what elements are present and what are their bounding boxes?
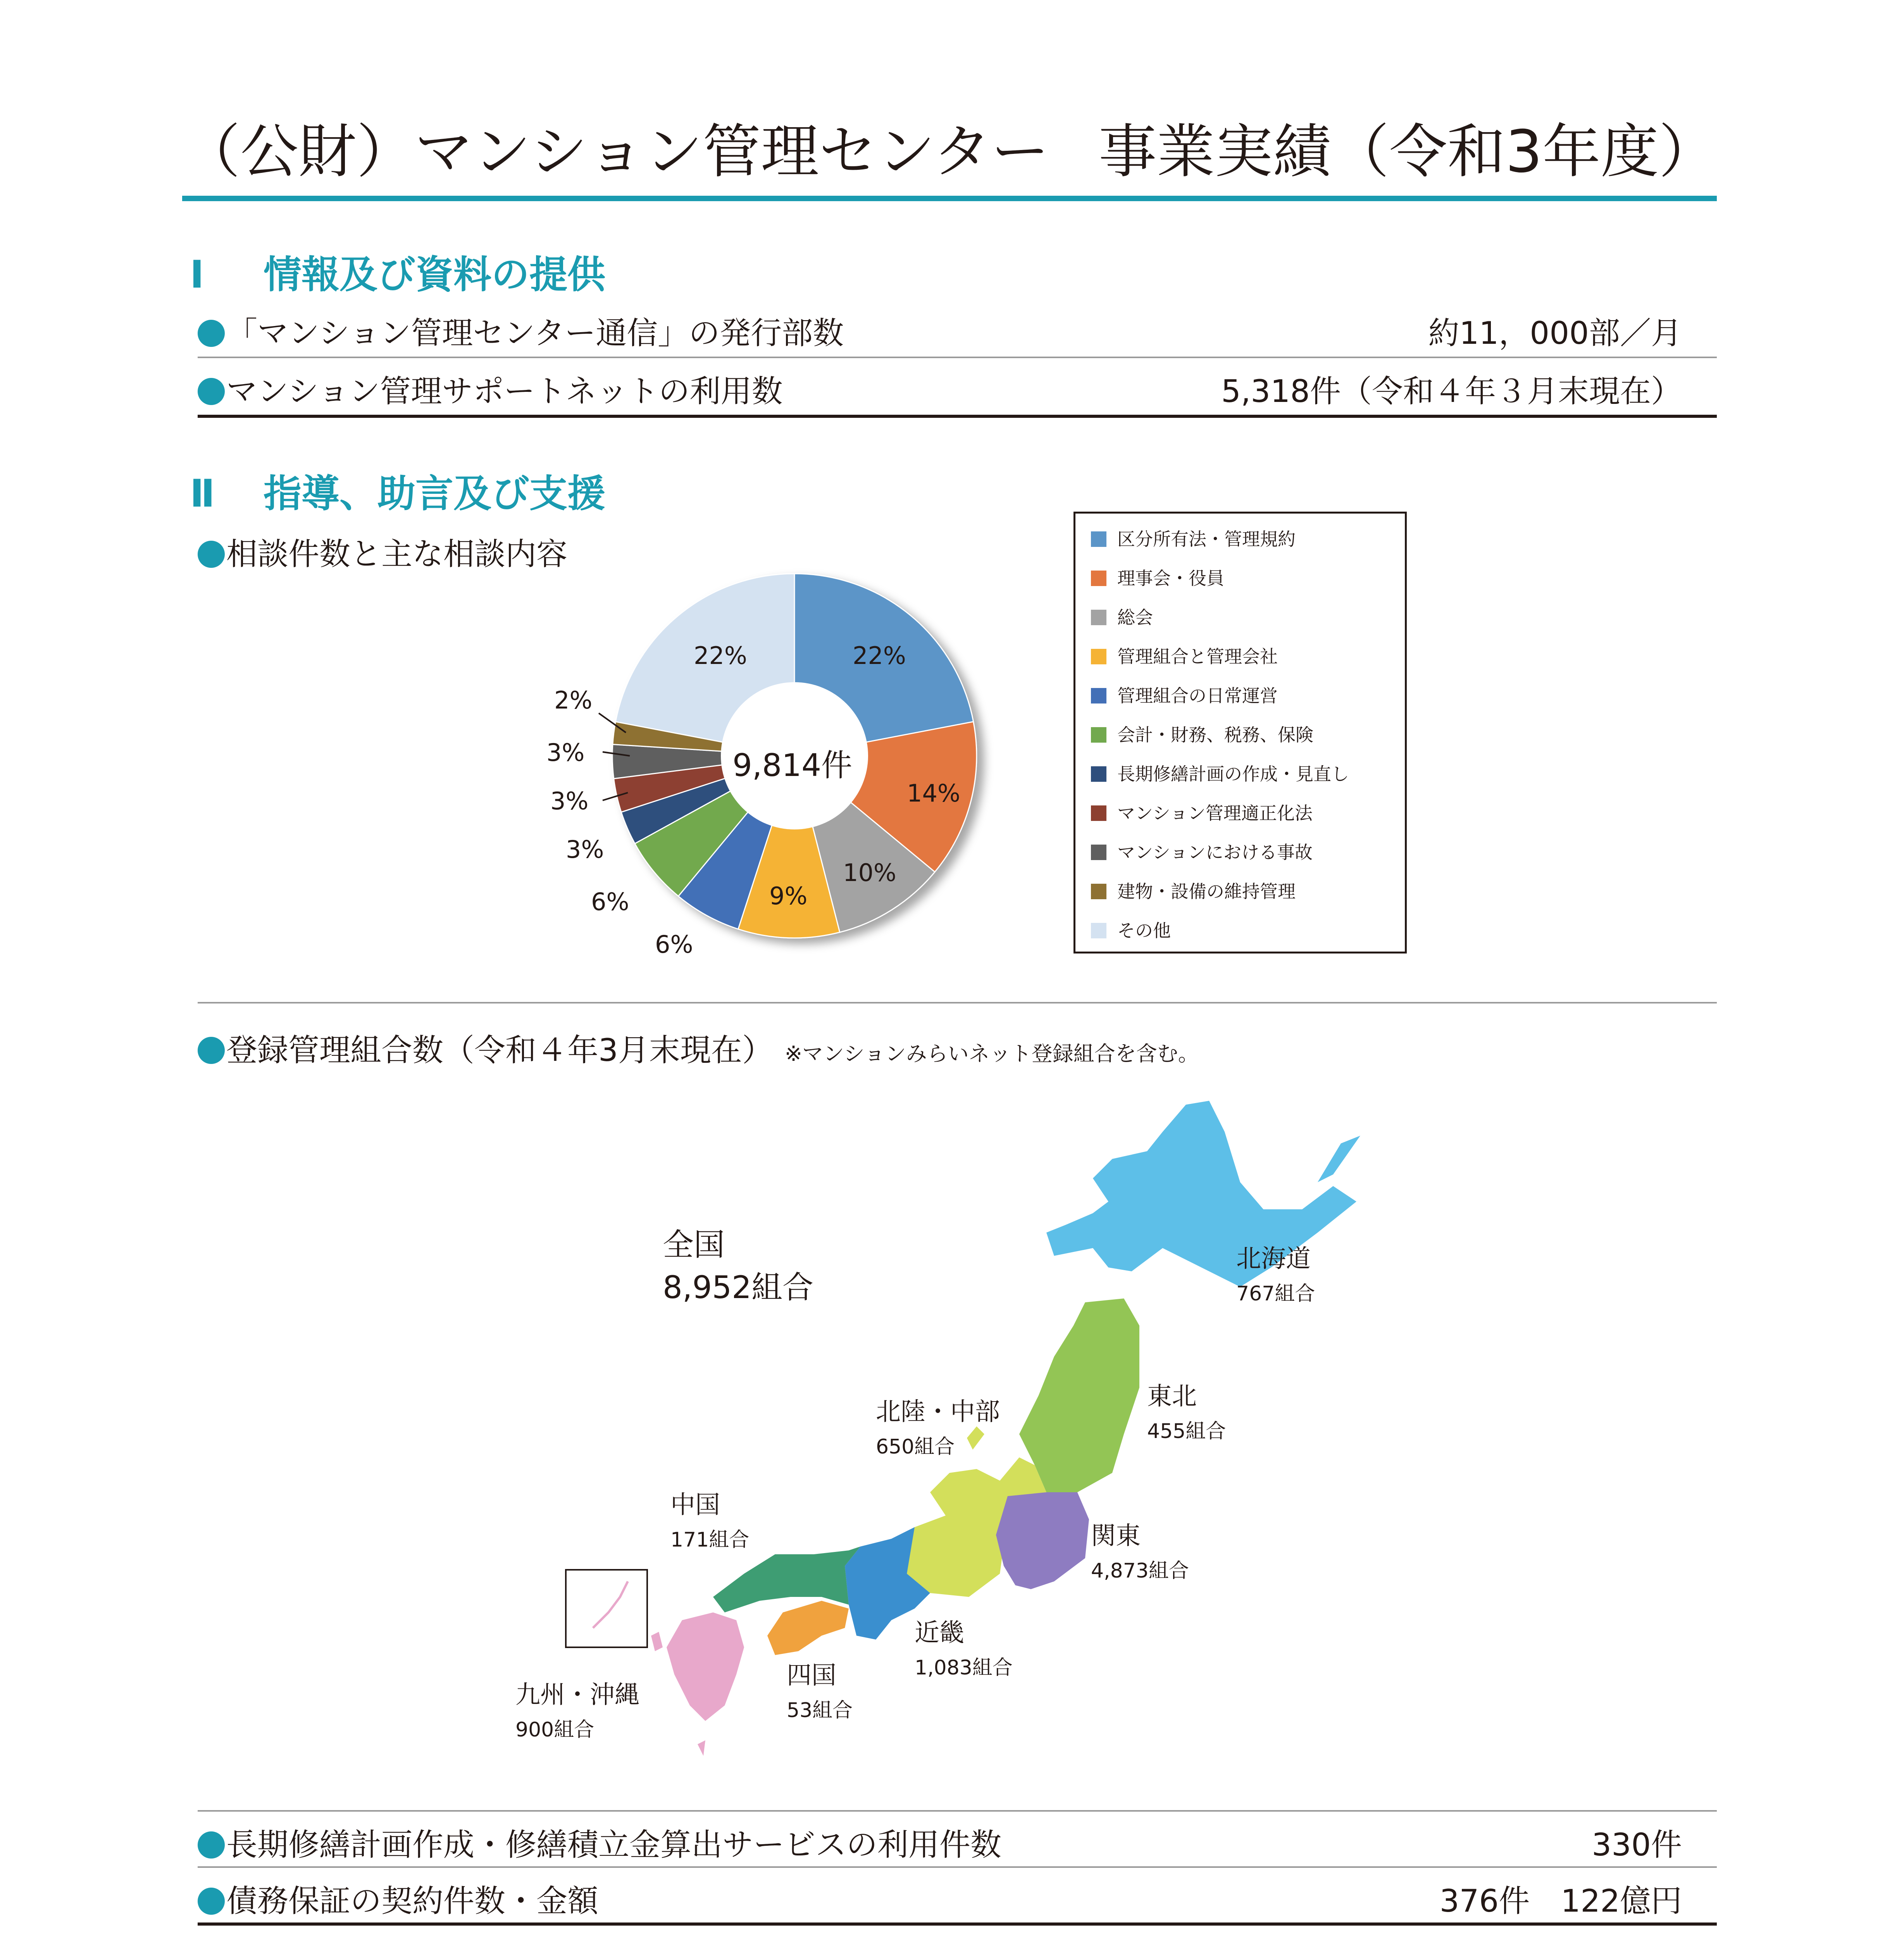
- registered-note: ※マンションみらいネット登録組合を含む。: [784, 1041, 1199, 1066]
- pie-label-9: 2%: [554, 686, 593, 714]
- pie-label-0: 22%: [853, 641, 906, 670]
- region-count-hokuriku-chubu: 650組合: [876, 1435, 955, 1459]
- legend-label: 管理組合の日常運営: [1117, 685, 1278, 706]
- bullet-icon: [198, 320, 225, 347]
- legend-label: 会計・財務、税務、保険: [1117, 724, 1313, 745]
- pie-label-8: 3%: [546, 738, 585, 767]
- pie-center-label: 9,814件: [732, 747, 853, 783]
- legend-swatch: [1091, 805, 1106, 821]
- kyushu-okinawa-region: [667, 1612, 744, 1721]
- pie-leader-lines: [581, 698, 736, 814]
- bullet-icon: [198, 378, 225, 405]
- legend-item: [1091, 564, 1224, 590]
- legend-swatch: [1091, 923, 1106, 938]
- divider: [198, 1866, 1717, 1868]
- page-title: 事業実績（令和3年度）: [1098, 118, 1717, 186]
- section-2-heading: [190, 463, 605, 518]
- legend-label: その他: [1117, 920, 1171, 941]
- region-label-chugoku: 中国: [670, 1491, 720, 1519]
- section-number: Ⅱ: [190, 472, 215, 516]
- legend-swatch: [1091, 649, 1106, 664]
- region-count-kanto: 4,873組合: [1091, 1559, 1189, 1583]
- map-total-value: 8,952組合: [663, 1269, 814, 1305]
- chugoku-region: [713, 1547, 860, 1612]
- region-count-tohoku: 455組合: [1147, 1420, 1226, 1443]
- region-label-hokuriku-chubu: 北陸・中部: [876, 1398, 1000, 1426]
- okinawa-inset: [566, 1570, 647, 1647]
- item-label: 相談件数と主な相談内容: [226, 536, 567, 572]
- divider: [198, 1922, 1717, 1926]
- legend-label: 管理組合と管理会社: [1117, 646, 1278, 667]
- item-value: 約11，000部／月: [1428, 315, 1682, 351]
- chart-legend: [1073, 512, 1407, 953]
- legend-label: マンション管理適正化法: [1117, 803, 1313, 824]
- page-header: [182, 105, 1717, 202]
- legend-item: [1091, 878, 1296, 903]
- item-value: 5,318件（令和４年３月末現在）: [1221, 373, 1682, 409]
- legend-label: 総会: [1117, 607, 1153, 628]
- region-count-kinki: 1,083組合: [915, 1656, 1013, 1679]
- legend-label: 建物・設備の維持管理: [1117, 881, 1296, 902]
- region-label-tohoku: 東北: [1147, 1382, 1197, 1411]
- item-label: 「マンション管理センター通信」の発行部数: [226, 315, 844, 351]
- legend-swatch: [1091, 531, 1106, 547]
- registered-heading: [198, 1017, 1717, 1072]
- pie-label-3: 9%: [769, 882, 808, 910]
- bullet-icon: [198, 1037, 225, 1064]
- legend-label: 長期修繕計画の作成・見直し: [1117, 764, 1349, 785]
- legend-item: [1091, 525, 1296, 551]
- bullet-icon: [198, 1831, 225, 1859]
- section-title: 指導、助言及び支援: [264, 472, 606, 516]
- divider: [198, 357, 1717, 358]
- item-value: 330件: [1592, 1827, 1682, 1863]
- region-count-chugoku: 171組合: [670, 1528, 750, 1552]
- tohoku-region: [1019, 1298, 1139, 1492]
- legend-item: [1091, 682, 1278, 707]
- pie-label-10: 22%: [694, 641, 747, 670]
- org-name: （公財）マンション管理センター: [182, 118, 1049, 186]
- divider: [198, 1002, 1717, 1003]
- list-item: [198, 1868, 1717, 1922]
- section-number: Ⅰ: [190, 253, 204, 297]
- pie-label-1: 14%: [907, 779, 960, 807]
- legend-label: マンションにおける事故: [1117, 842, 1313, 863]
- item-label: 長期修繕計画作成・修繕積立金算出サービスの利用件数: [226, 1827, 1001, 1863]
- bullet-icon: [198, 1888, 225, 1915]
- legend-swatch: [1091, 610, 1106, 625]
- item-value: 376件 122億円: [1439, 1883, 1682, 1919]
- section-title: 情報及び資料の提供: [264, 253, 606, 297]
- pie-label-2: 10%: [843, 859, 896, 887]
- list-item: [198, 359, 1717, 413]
- legend-item: [1091, 799, 1313, 825]
- bullet-icon: [198, 541, 225, 568]
- header-rule: [182, 196, 1717, 201]
- legend-swatch: [1091, 571, 1106, 586]
- kanto-region: [996, 1492, 1089, 1589]
- legend-item: [1091, 917, 1171, 942]
- legend-swatch: [1091, 884, 1106, 899]
- legend-swatch: [1091, 688, 1106, 703]
- region-label-kyushu-okinawa: 九州・沖縄: [515, 1681, 639, 1709]
- legend-swatch: [1091, 727, 1106, 743]
- legend-label: 理事会・役員: [1117, 568, 1224, 589]
- legend-item: [1091, 603, 1153, 629]
- legend-item: [1091, 643, 1278, 668]
- item-label: 登録管理組合数（令和４年3月末現在）: [226, 1032, 773, 1068]
- pie-label-6: 3%: [566, 835, 604, 864]
- legend-label: 区分所有法・管理規約: [1117, 529, 1296, 550]
- divider: [198, 1810, 1717, 1812]
- legend-item: [1091, 721, 1313, 747]
- item-label: マンション管理サポートネットの利用数: [226, 373, 783, 409]
- region-label-kinki: 近畿: [915, 1619, 964, 1647]
- list-item: [198, 1812, 1717, 1866]
- legend-item: [1091, 838, 1313, 864]
- region-count-shikoku: 53組合: [787, 1699, 853, 1722]
- list-item: [198, 300, 1717, 355]
- pie-label-7: 3%: [550, 787, 589, 815]
- region-label-kanto: 関東: [1091, 1522, 1141, 1550]
- region-label-hokkaido: 北海道: [1236, 1245, 1311, 1273]
- section-1-heading: [190, 244, 605, 299]
- shikoku-region: [767, 1601, 849, 1655]
- legend-swatch: [1091, 766, 1106, 782]
- pie-label-4: 6%: [655, 930, 693, 959]
- map-total-label: 全国: [663, 1227, 725, 1263]
- region-count-hokkaido: 767組合: [1236, 1282, 1315, 1305]
- region-count-kyushu-okinawa: 900組合: [515, 1718, 594, 1741]
- pie-label-5: 6%: [591, 888, 629, 916]
- item-label: 債務保証の契約件数・金額: [226, 1883, 598, 1919]
- legend-swatch: [1091, 845, 1106, 860]
- legend-item: [1091, 760, 1349, 786]
- region-label-shikoku: 四国: [787, 1661, 836, 1690]
- divider: [198, 415, 1717, 418]
